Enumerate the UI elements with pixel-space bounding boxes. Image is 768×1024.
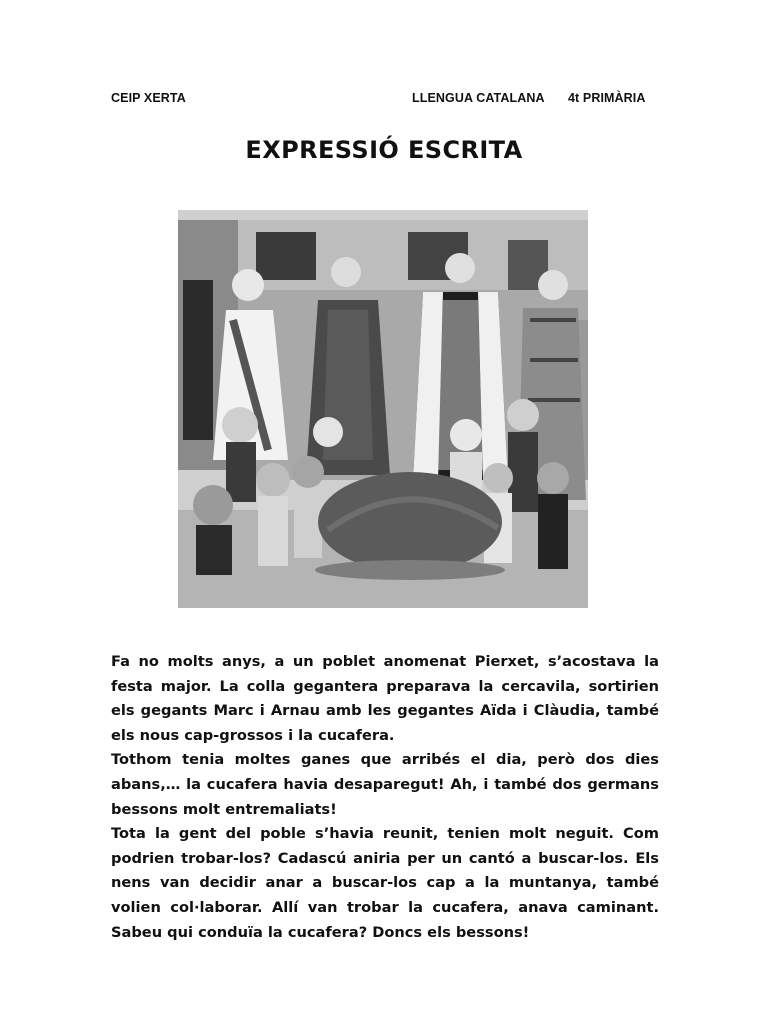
giants-photo	[178, 210, 588, 608]
page-title: EXPRESSIÓ ESCRITA	[245, 136, 523, 164]
paragraph-2: Tothom tenia moltes ganes que arribés el dia, però dos dies abans,… la cucafera havia desaparegut! Ah, i també dos germans bessons molt entremaliats!	[111, 751, 659, 818]
paragraph-1: Fa no molts anys, a un poblet anomenat Pierxet, s’acostava la festa major. La colla gegantera preparava la cercavila, sortirien els gegants Marc i Arnau amb les gegantes Aïda i Clàudia, també els nous cap-grossos i la cucafera.	[111, 653, 659, 744]
story-text	[111, 650, 659, 945]
paragraph-3: Tota la gent del poble s’havia reunit, tenien molt neguit. Com podrien trobar-los? Cadascú aniria per un cantó a buscar-los. Els nens van decidir anar a buscar-los cap a la muntanya, també volien col·laborar. Allí van trobar la cucafera, anava caminant. Sabeu qui conduïa la cucafera? Doncs els bessons!	[111, 825, 659, 941]
subject-name: LLENGUA CATALANA	[412, 91, 545, 105]
grade-level: 4t PRIMÀRIA	[568, 91, 646, 105]
school-name: CEIP XERTA	[111, 91, 186, 105]
